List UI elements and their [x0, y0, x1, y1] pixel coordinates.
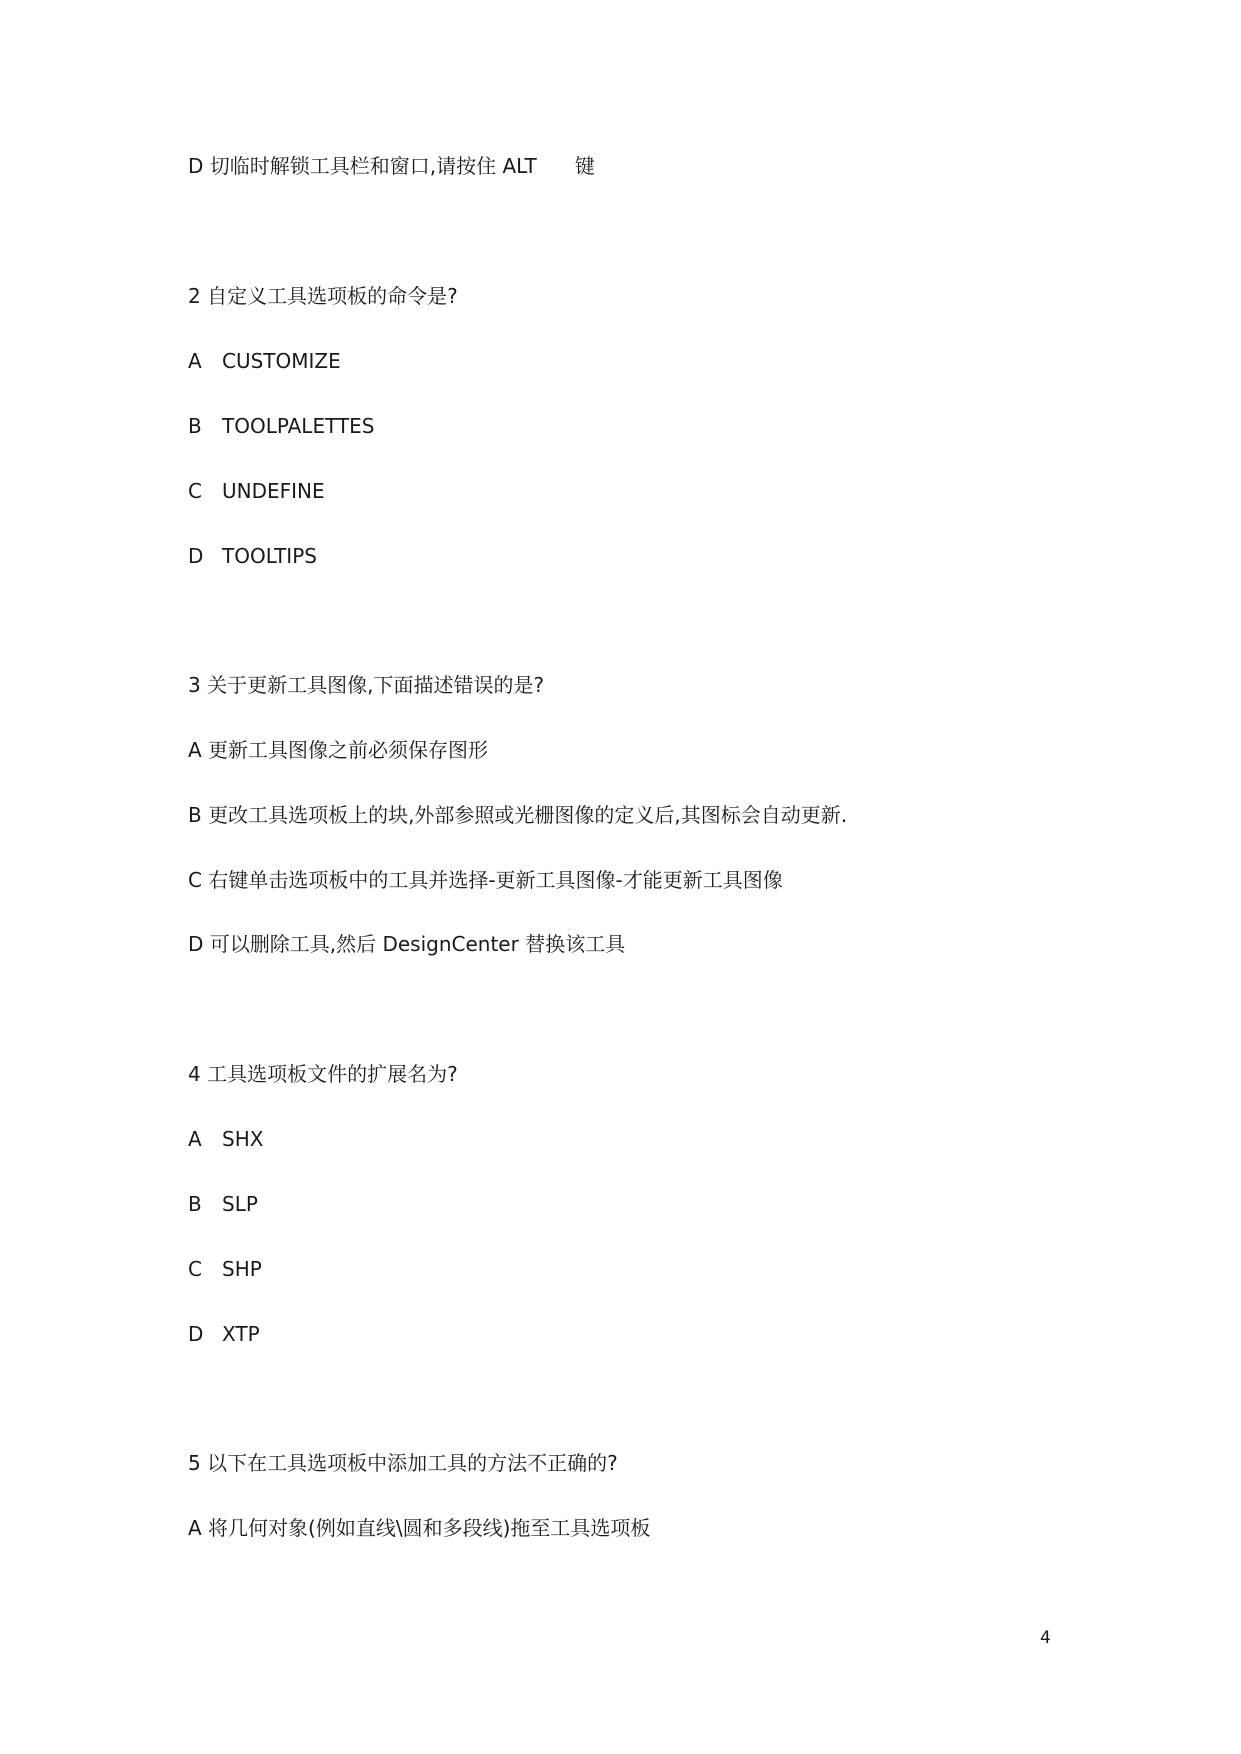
option-letter: A: [188, 1127, 202, 1151]
q5-option-a: A 将几何对象(例如直线\圆和多段线)拖至工具选项板: [188, 1516, 651, 1540]
option-text: SHX: [222, 1127, 264, 1151]
q2-option-c: [188, 477, 325, 505]
option-text: CUSTOMIZE: [222, 349, 341, 373]
q4-question: 4 工具选项板文件的扩展名为?: [188, 1062, 458, 1086]
option-text: TOOLTIPS: [222, 544, 317, 568]
q2-option-d: [188, 542, 317, 570]
q1-option-d: D 切临时解锁工具栏和窗口,请按住 ALT 键: [188, 154, 595, 178]
option-letter: C: [188, 1257, 202, 1281]
option-letter: D: [188, 544, 204, 568]
q2-option-a: [188, 347, 341, 375]
q2-option-b: [188, 412, 375, 440]
option-letter: D: [188, 1322, 204, 1346]
q4-option-a: [188, 1125, 263, 1153]
q2-question: 2 自定义工具选项板的命令是?: [188, 284, 458, 308]
option-text: SLP: [222, 1192, 258, 1216]
option-text: UNDEFINE: [222, 479, 325, 503]
option-text: TOOLPALETTES: [222, 414, 375, 438]
q4-option-d: [188, 1320, 260, 1348]
option-text: SHP: [222, 1257, 262, 1281]
q3-option-c: C 右键单击选项板中的工具并选择-更新工具图像-才能更新工具图像: [188, 868, 783, 892]
q3-option-d: D 可以删除工具,然后 DesignCenter 替换该工具: [188, 932, 626, 956]
q3-question: 3 关于更新工具图像,下面描述错误的是?: [188, 673, 545, 697]
option-letter: A: [188, 349, 202, 373]
q5-question: 5 以下在工具选项板中添加工具的方法不正确的?: [188, 1451, 618, 1475]
option-letter: B: [188, 414, 202, 438]
page-number: 4: [1040, 1628, 1051, 1648]
q3-option-a: A 更新工具图像之前必须保存图形: [188, 738, 489, 762]
option-letter: C: [188, 479, 202, 503]
q3-option-b: B 更改工具选项板上的块,外部参照或光栅图像的定义后,其图标会自动更新.: [188, 803, 848, 827]
q4-option-b: [188, 1190, 258, 1218]
option-letter: B: [188, 1192, 202, 1216]
q4-option-c: [188, 1255, 262, 1283]
option-text: XTP: [222, 1322, 260, 1346]
